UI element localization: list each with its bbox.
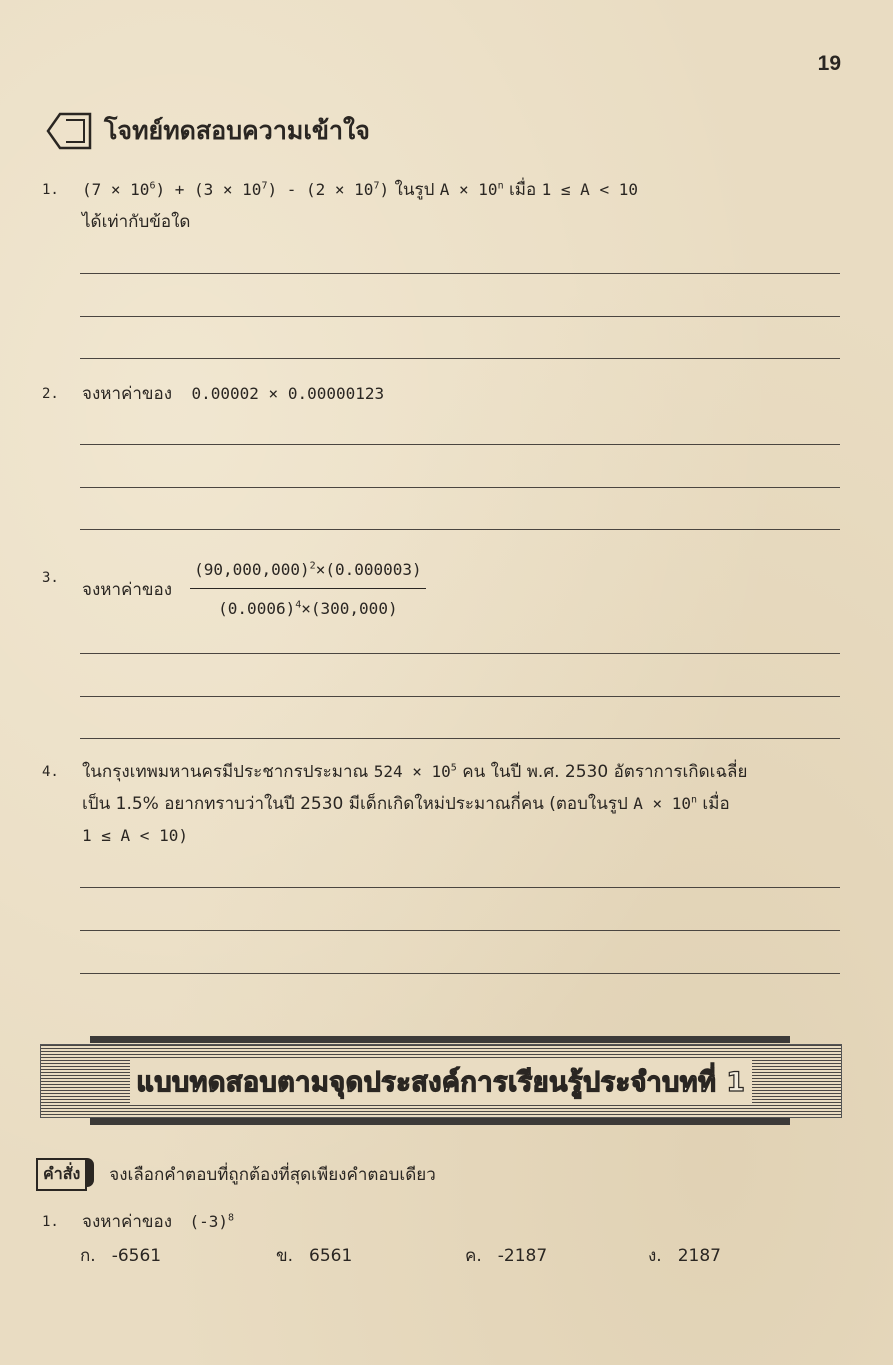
- question-text: เมื่อ: [509, 180, 537, 200]
- question-3: [42, 554, 802, 625]
- question-1: [42, 174, 802, 238]
- form-expression: $A \times 10^n$: [633, 794, 698, 813]
- question-2: [42, 378, 802, 410]
- condition: 1 ≤ A < 10: [541, 180, 638, 199]
- expression: $(-3)^8$: [189, 1212, 235, 1231]
- question-number: 1.: [42, 182, 59, 198]
- answer-line[interactable]: [80, 529, 840, 530]
- question-number: 1.: [42, 1214, 59, 1230]
- choice-b[interactable]: ข. 6561: [276, 1246, 353, 1266]
- answer-line[interactable]: [80, 487, 840, 488]
- answer-line[interactable]: [80, 696, 840, 697]
- answer-line[interactable]: [80, 273, 840, 274]
- question-text: เป็น 1.5% อยากทราบว่าในปี 2530 มีเด็กเกิดใหม่ประมาณกี่คน (ตอบในรูป: [82, 794, 628, 814]
- mc-question-1: [42, 1206, 802, 1238]
- banner-top-bar: [90, 1036, 790, 1043]
- answer-line[interactable]: [80, 653, 840, 654]
- choice-d[interactable]: ง. 2187: [648, 1246, 721, 1266]
- instruction-text: จงเลือกคำตอบที่ถูกต้องที่สุดเพียงคำตอบเดียว: [109, 1165, 436, 1185]
- fraction: [190, 554, 426, 625]
- answer-line[interactable]: [80, 316, 840, 317]
- population-expression: $524 \times 10^5$: [373, 762, 457, 781]
- question-4: [42, 756, 842, 852]
- condition: 1 ≤ A < 10): [82, 826, 188, 845]
- section-title: โจทย์ทดสอบความเข้าใจ: [104, 116, 370, 145]
- banner-bottom-bar: [90, 1118, 790, 1125]
- answer-line[interactable]: [80, 930, 840, 931]
- chapter-test-banner: [40, 1036, 842, 1126]
- question-text: จงหาค่าของ: [82, 1212, 173, 1232]
- question-number: 3.: [42, 570, 59, 586]
- question-text: ในกรุงเทพมหานครมีประชากรประมาณ: [82, 762, 369, 782]
- question-text: เมื่อ: [702, 794, 730, 814]
- question-text: จงหาค่าของ: [82, 384, 173, 404]
- question-number: 4.: [42, 764, 59, 780]
- expression: 0.00002 × 0.00000123: [191, 384, 385, 403]
- banner-box: [40, 1044, 842, 1118]
- form-expression: $A \times 10^n$: [439, 180, 504, 199]
- expression: $(7 \times 10^6) + (3 \times 10^7) - (2 \times 10^7)$: [82, 180, 390, 199]
- question-text: ในรูป: [394, 180, 435, 200]
- page-number: 19: [817, 52, 841, 75]
- choice-a[interactable]: ก. -6561: [80, 1246, 162, 1266]
- choice-c[interactable]: ค. -2187: [465, 1246, 548, 1266]
- question-text: ได้เท่ากับข้อใด: [82, 212, 191, 232]
- answer-line[interactable]: [80, 738, 840, 739]
- denominator: $(0.0006)^4\times(300,000)$: [218, 599, 398, 618]
- instruction: [36, 1158, 436, 1191]
- answer-line[interactable]: [80, 444, 840, 445]
- answer-line[interactable]: [80, 887, 840, 888]
- question-text: คน ในปี พ.ศ. 2530 อัตราการเกิดเฉลี่ย: [462, 762, 748, 782]
- numerator: $(90,000,000)^2\times(0.000003)$: [190, 554, 426, 589]
- answer-line[interactable]: [80, 358, 840, 359]
- question-number: 2.: [42, 386, 59, 402]
- instruction-label: คำสั่ง: [36, 1158, 87, 1191]
- banner-title: แบบทดสอบตามจุดประสงค์การเรียนรู้ประจำบทที่ 1: [130, 1060, 751, 1103]
- tag-icon: [46, 111, 92, 151]
- question-text: จงหาค่าของ: [82, 579, 173, 600]
- answer-line[interactable]: [80, 973, 840, 974]
- section-header: [46, 108, 370, 154]
